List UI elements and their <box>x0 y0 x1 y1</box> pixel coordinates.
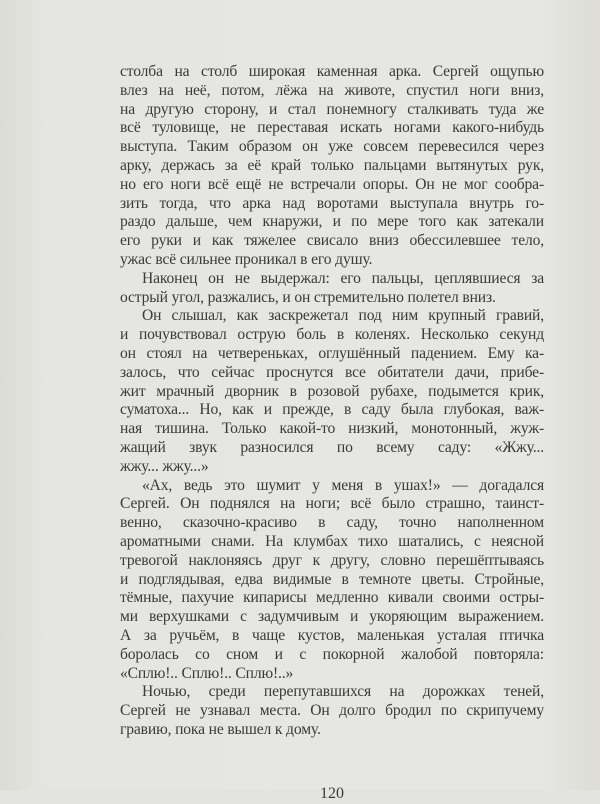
text-line: венно, сказочно-красиво в саду, точно наполненном <box>120 514 544 532</box>
paragraph <box>120 307 544 476</box>
text-line: жащий звук разносился по всему саду: «Жжу... <box>120 438 544 456</box>
text-line: ароматными снами. На клумбах тихо шатались, с неясной <box>120 532 544 550</box>
text-line: залось, что сейчас проснутся все обитатели дачи, прибе- <box>120 363 544 381</box>
text-line: боролась со сном и с покорной жалобой повторяла: <box>120 645 544 663</box>
text-line: А за ручьём, в чаще кустов, маленькая усталая птичка <box>120 626 544 644</box>
text-line: острый угол, разжались, и он стремительно полетел вниз. <box>120 288 496 306</box>
paragraph <box>120 63 544 270</box>
paragraph <box>120 270 544 308</box>
text-line: раздо дальше, чем кнаружи, и по мере того как затекали <box>120 213 544 231</box>
text-line: всё туловище, не переставая искать ногами какого-нибудь <box>120 119 544 137</box>
text-line: его руки и как тяжелее свисало вниз обессилевшее тело, <box>120 232 544 250</box>
text-line: выступа. Таким образом он уже совсем перевесился через <box>120 138 544 156</box>
text-line: на другую сторону, и стал понемногу сталкивать туда же <box>120 100 544 118</box>
text-line: арку, держась за её край только пальцами вытянутых рук, <box>120 156 544 174</box>
text-line: гравию, пока не вышел к дому. <box>120 720 321 738</box>
text-line: влез на неё, потом, лёжа на животе, спустил ноги вниз, <box>120 81 544 99</box>
page-number: 120 <box>320 784 344 802</box>
text-line: Сергей не узнавал места. Он долго бродил по скрипучему <box>120 702 544 720</box>
text-line: суматоха... Но, как и прежде, в саду была глубокая, важ- <box>120 401 544 419</box>
text-line: тревогой наклоняясь друг к другу, словно перешёптываясь <box>120 551 544 569</box>
text-line: Наконец он не выдержал: его пальцы, цеплявшиеся за <box>142 269 544 287</box>
paragraph <box>120 683 544 739</box>
text-line: «Сплю!.. Сплю!.. Сплю!..» <box>120 664 294 682</box>
text-line: столба на столб широкая каменная арка. Сергей ощупью <box>120 63 544 80</box>
text-line: и подглядывая, едва видимые в темноте цветы. Стройные, <box>120 570 544 588</box>
text-line: Он слышал, как заскрежетал под ним крупный гравий, <box>142 307 544 325</box>
paragraphs <box>120 63 544 740</box>
text-line: «Ах, ведь это шумит у меня в ушах!» — догадался <box>142 476 544 494</box>
text-line: Сергей. Он поднялся на ноги; всё было страшно, таинст- <box>120 495 544 513</box>
text-line: ная тишина. Только какой-то низкий, монотонный, жуж- <box>120 420 544 438</box>
text-line: зить тогда, что арка над воротами выступала внутрь го- <box>120 194 544 212</box>
text-line: Ночью, среди перепутавшихся на дорожках теней, <box>142 683 544 701</box>
text-line: жит мрачный дворник в розовой рубахе, подымется крик, <box>120 382 544 400</box>
text-line: жжу... жжу...» <box>120 457 209 475</box>
paragraph <box>120 477 544 684</box>
text-line: ужас всё сильнее проникал в его душу. <box>120 250 373 268</box>
text-line: тёмные, пахучие кипарисы медленно кивали своими остры- <box>120 589 544 607</box>
text-line: и почувствовал острую боль в коленях. Несколько секунд <box>120 326 544 344</box>
text-line: ми верхушками с задумчивым и укоряющим выражением. <box>120 608 544 626</box>
text-line: он стоял на четвереньках, оглушённый падением. Ему ка- <box>120 344 544 362</box>
body-text <box>120 63 544 804</box>
text-line: но его ноги всё ещё не встречали опоры. Он не мог сообра- <box>120 175 544 193</box>
